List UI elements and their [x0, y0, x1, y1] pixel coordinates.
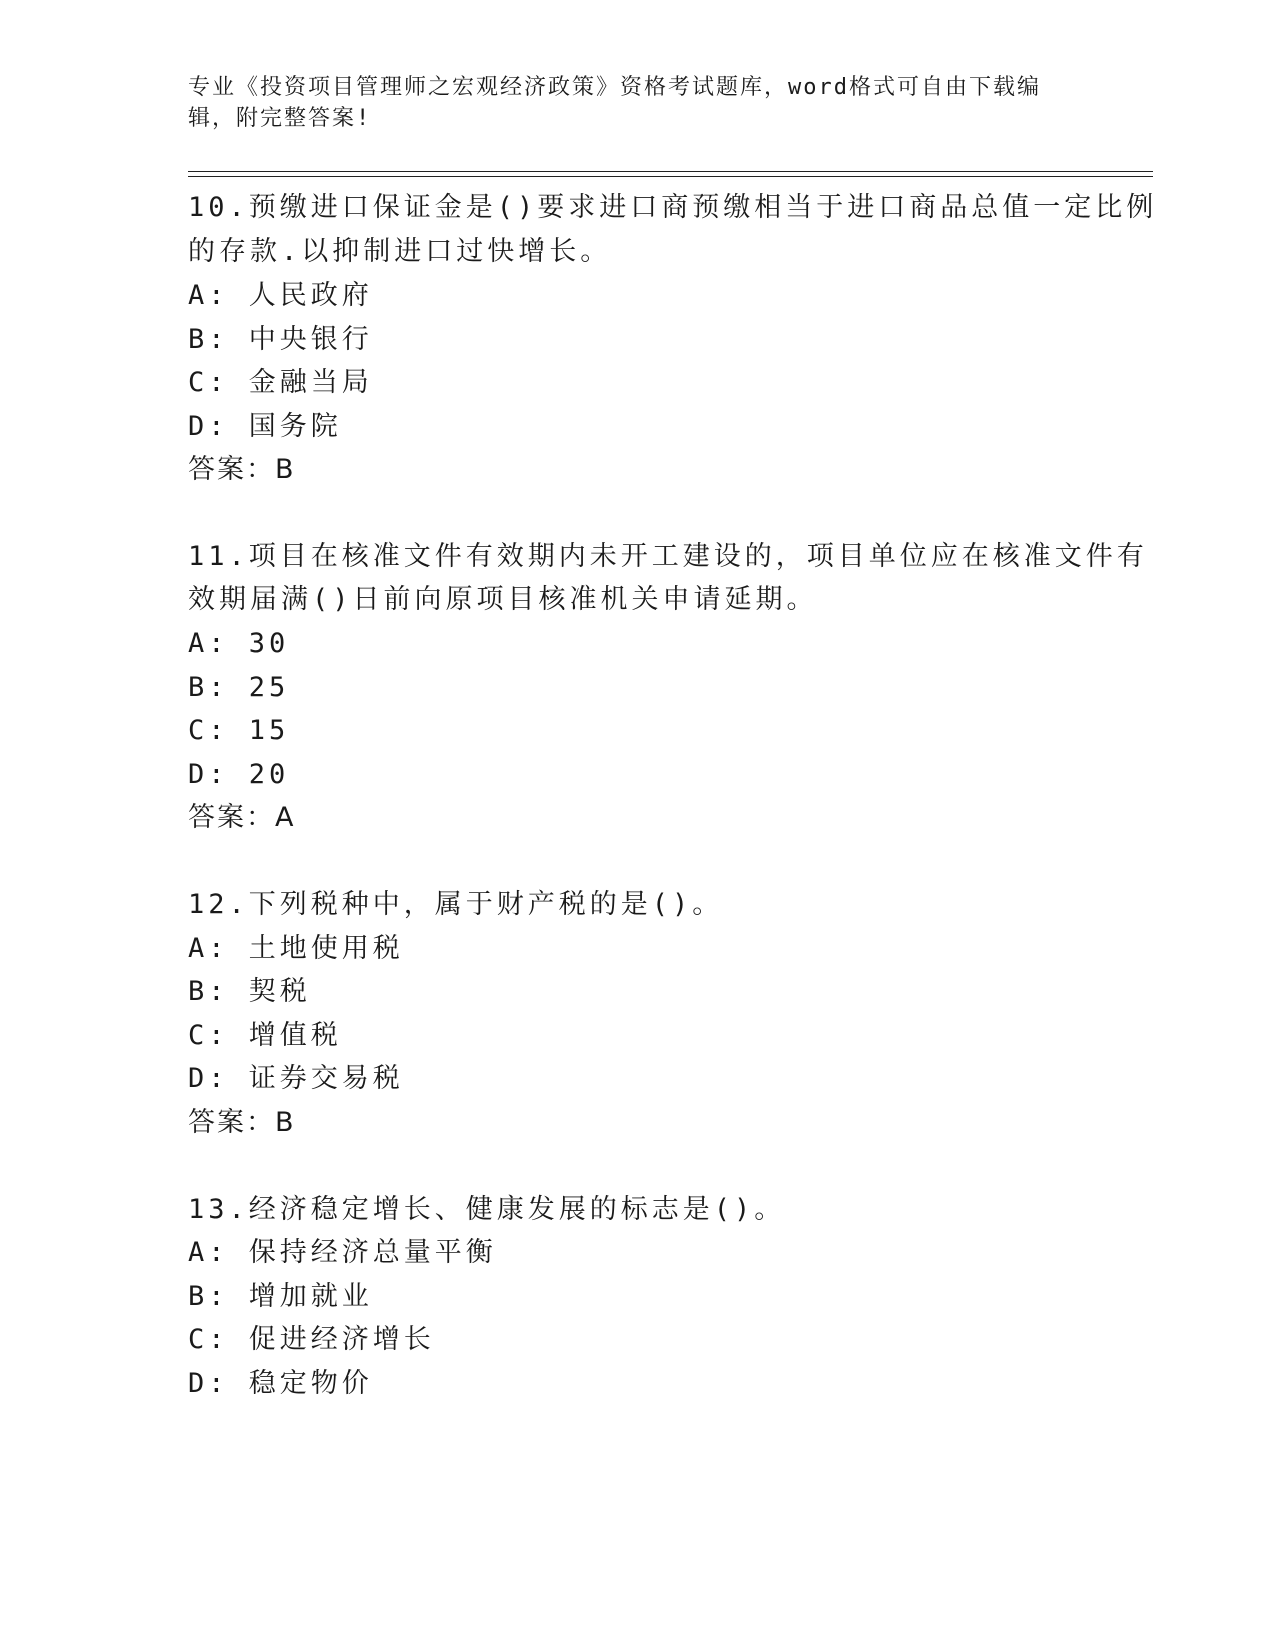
question-12-stem-line-1: 12.下列税种中，属于财产税的是()。 — [188, 889, 724, 920]
question-11-stem-line-1: 11.项目在核准文件有效期内未开工建设的，项目单位应在核准文件有 — [188, 541, 1148, 572]
question-13-option-d: D: 稳定物价 — [188, 1368, 373, 1399]
question-10-option-a: A: 人民政府 — [188, 280, 373, 311]
question-13-option-c: C: 促进经济增长 — [188, 1324, 435, 1355]
header-text-line-2: 辑，附完整答案! — [188, 106, 372, 131]
question-12-option-b: B: 契税 — [188, 976, 311, 1007]
question-10-stem-line-1: 10.预缴进口保证金是()要求进口商预缴相当于进口商品总值一定比例 — [188, 192, 1158, 223]
question-12-option-a: A: 土地使用税 — [188, 933, 404, 964]
question-12-option-c: C: 增值税 — [188, 1020, 342, 1051]
question-11-stem-line-2: 效期届满()日前向原项目核准机关申请延期。 — [188, 584, 818, 615]
question-12-option-d: D: 证券交易税 — [188, 1063, 404, 1094]
question-13-option-a: A: 保持经济总量平衡 — [188, 1237, 497, 1268]
question-11-option-b: B: 25 — [188, 672, 290, 703]
question-10-option-d: D: 国务院 — [188, 411, 342, 442]
question-10-option-b: B: 中央银行 — [188, 324, 373, 355]
question-10-option-c: C: 金融当局 — [188, 367, 373, 398]
header-text-line-1: 专业《投资项目管理师之宏观经济政策》资格考试题库，word格式可自由下载编 — [188, 75, 1041, 100]
question-13-option-b: B: 增加就业 — [188, 1281, 373, 1312]
header-rule-bottom — [188, 176, 1153, 177]
question-10-stem-line-2: 的存款.以抑制进口过快增长。 — [188, 236, 612, 267]
question-12-answer: 答案：B — [188, 1107, 296, 1138]
header-rule-top — [188, 171, 1153, 172]
question-11-answer: 答案：A — [188, 802, 296, 833]
question-11-option-d: D: 20 — [188, 759, 290, 790]
question-13-stem-line-1: 13.经济稳定增长、健康发展的标志是()。 — [188, 1194, 786, 1225]
question-11-option-c: C: 15 — [188, 715, 290, 746]
question-10-answer: 答案：B — [188, 454, 296, 485]
question-11-option-a: A: 30 — [188, 628, 290, 659]
